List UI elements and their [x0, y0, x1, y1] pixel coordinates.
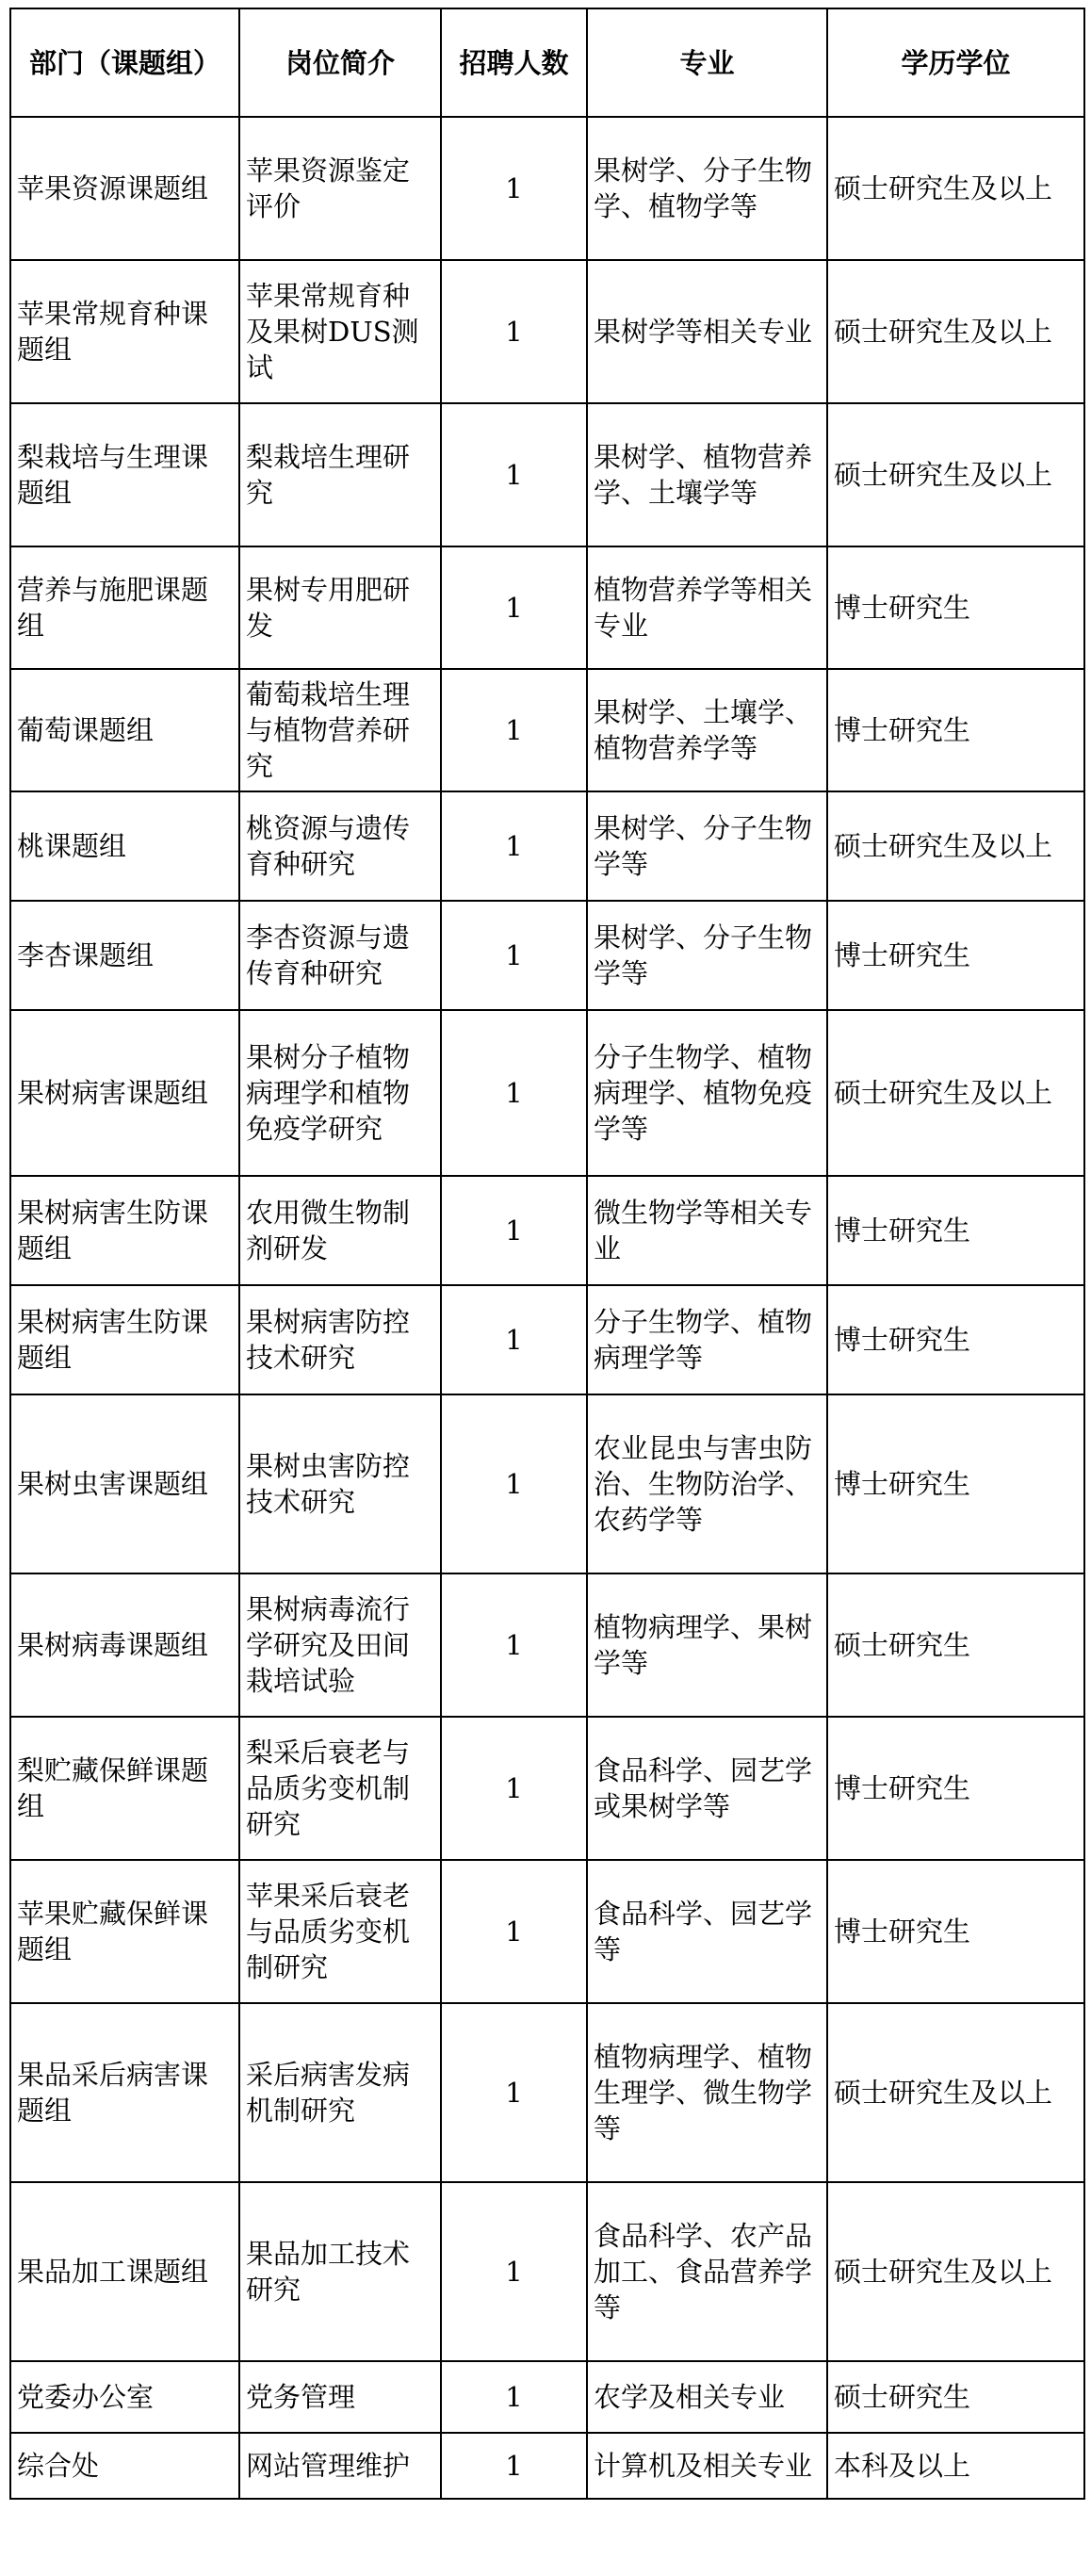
hiring-count-cell: 1	[441, 1176, 587, 1285]
degree-cell: 博士研究生	[827, 1285, 1084, 1394]
department-cell: 果树病害生防课题组	[10, 1176, 239, 1285]
department-cell: 营养与施肥课题组	[10, 546, 239, 669]
position-description-cell: 党务管理	[239, 2361, 441, 2433]
department-cell: 苹果贮藏保鲜课题组	[10, 1860, 239, 2003]
position-description-cell: 果树病害防控技术研究	[239, 1285, 441, 1394]
department-cell: 党委办公室	[10, 2361, 239, 2433]
table-row	[10, 1285, 1084, 1394]
hiring-count-cell: 1	[441, 117, 587, 260]
table-row	[10, 403, 1084, 546]
table-row	[10, 901, 1084, 1010]
hiring-count-cell: 1	[441, 403, 587, 546]
table-row	[10, 1176, 1084, 1285]
degree-cell: 博士研究生	[827, 901, 1084, 1010]
department-cell: 李杏课题组	[10, 901, 239, 1010]
hiring-count-cell: 1	[441, 2003, 587, 2182]
position-description-cell: 网站管理维护	[239, 2433, 441, 2499]
position-description-cell: 梨采后衰老与品质劣变机制研究	[239, 1717, 441, 1860]
table-row	[10, 260, 1084, 403]
major-cell: 植物营养学等相关专业	[587, 546, 827, 669]
major-cell: 农业昆虫与害虫防治、生物防治学、农药学等	[587, 1394, 827, 1573]
table-row	[10, 1010, 1084, 1176]
header-degree: 学历学位	[827, 8, 1084, 117]
department-cell: 梨栽培与生理课题组	[10, 403, 239, 546]
department-cell: 果树病害生防课题组	[10, 1285, 239, 1394]
degree-cell: 硕士研究生及以上	[827, 1010, 1084, 1176]
degree-cell: 博士研究生	[827, 1394, 1084, 1573]
major-cell: 果树学、土壤学、植物营养学等	[587, 669, 827, 791]
major-cell: 分子生物学、植物病理学等	[587, 1285, 827, 1394]
header-hiring-count: 招聘人数	[441, 8, 587, 117]
degree-cell: 硕士研究生及以上	[827, 117, 1084, 260]
table-row	[10, 791, 1084, 901]
degree-cell: 硕士研究生及以上	[827, 791, 1084, 901]
major-cell: 果树学、分子生物学等	[587, 791, 827, 901]
hiring-count-cell: 1	[441, 546, 587, 669]
position-description-cell: 农用微生物制剂研发	[239, 1176, 441, 1285]
position-description-cell: 葡萄栽培生理与植物营养研究	[239, 669, 441, 791]
department-cell: 苹果常规育种课题组	[10, 260, 239, 403]
degree-cell: 硕士研究生	[827, 1573, 1084, 1717]
department-cell: 苹果资源课题组	[10, 117, 239, 260]
table-row	[10, 1717, 1084, 1860]
major-cell: 分子生物学、植物病理学、植物免疫学等	[587, 1010, 827, 1176]
table-row	[10, 1394, 1084, 1573]
degree-cell: 硕士研究生及以上	[827, 2003, 1084, 2182]
recruitment-table-container	[9, 8, 1083, 2500]
hiring-count-cell: 1	[441, 1573, 587, 1717]
hiring-count-cell: 1	[441, 2182, 587, 2361]
hiring-count-cell: 1	[441, 2361, 587, 2433]
major-cell: 果树学、分子生物学等	[587, 901, 827, 1010]
table-row	[10, 546, 1084, 669]
department-cell: 果品加工课题组	[10, 2182, 239, 2361]
department-cell: 桃课题组	[10, 791, 239, 901]
position-description-cell: 李杏资源与遗传育种研究	[239, 901, 441, 1010]
major-cell: 植物病理学、果树学等	[587, 1573, 827, 1717]
table-row	[10, 2361, 1084, 2433]
position-description-cell: 果树专用肥研发	[239, 546, 441, 669]
department-cell: 果品采后病害课题组	[10, 2003, 239, 2182]
position-description-cell: 苹果采后衰老与品质劣变机制研究	[239, 1860, 441, 2003]
hiring-count-cell: 1	[441, 1717, 587, 1860]
position-description-cell: 梨栽培生理研究	[239, 403, 441, 546]
table-row	[10, 2182, 1084, 2361]
hiring-count-cell: 1	[441, 1860, 587, 2003]
table-row	[10, 117, 1084, 260]
major-cell: 微生物学等相关专业	[587, 1176, 827, 1285]
table-row	[10, 669, 1084, 791]
hiring-count-cell: 1	[441, 1394, 587, 1573]
major-cell: 食品科学、园艺学等	[587, 1860, 827, 2003]
degree-cell: 博士研究生	[827, 1860, 1084, 2003]
major-cell: 食品科学、农产品加工、食品营养学等	[587, 2182, 827, 2361]
hiring-count-cell: 1	[441, 1010, 587, 1176]
major-cell: 食品科学、园艺学或果树学等	[587, 1717, 827, 1860]
header-department: 部门（课题组）	[10, 8, 239, 117]
position-description-cell: 桃资源与遗传育种研究	[239, 791, 441, 901]
degree-cell: 硕士研究生及以上	[827, 260, 1084, 403]
degree-cell: 博士研究生	[827, 669, 1084, 791]
hiring-count-cell: 1	[441, 260, 587, 403]
hiring-count-cell: 1	[441, 669, 587, 791]
table-row	[10, 2003, 1084, 2182]
position-description-cell: 果树分子植物病理学和植物免疫学研究	[239, 1010, 441, 1176]
position-description-cell: 果树病毒流行学研究及田间栽培试验	[239, 1573, 441, 1717]
degree-cell: 硕士研究生及以上	[827, 2182, 1084, 2361]
table-row	[10, 2433, 1084, 2499]
position-description-cell: 采后病害发病机制研究	[239, 2003, 441, 2182]
hiring-count-cell: 1	[441, 2433, 587, 2499]
degree-cell: 硕士研究生及以上	[827, 403, 1084, 546]
major-cell: 果树学、分子生物学、植物学等	[587, 117, 827, 260]
major-cell: 果树学、植物营养学、土壤学等	[587, 403, 827, 546]
degree-cell: 博士研究生	[827, 1176, 1084, 1285]
position-description-cell: 苹果常规育种及果树DUS测试	[239, 260, 441, 403]
department-cell: 果树病害课题组	[10, 1010, 239, 1176]
header-major: 专业	[587, 8, 827, 117]
recruitment-table	[9, 8, 1085, 2500]
department-cell: 果树病毒课题组	[10, 1573, 239, 1717]
degree-cell: 本科及以上	[827, 2433, 1084, 2499]
table-row	[10, 1573, 1084, 1717]
degree-cell: 博士研究生	[827, 546, 1084, 669]
department-cell: 综合处	[10, 2433, 239, 2499]
hiring-count-cell: 1	[441, 1285, 587, 1394]
table-row	[10, 1860, 1084, 2003]
position-description-cell: 果品加工技术研究	[239, 2182, 441, 2361]
degree-cell: 博士研究生	[827, 1717, 1084, 1860]
major-cell: 农学及相关专业	[587, 2361, 827, 2433]
header-position-description: 岗位简介	[239, 8, 441, 117]
hiring-count-cell: 1	[441, 901, 587, 1010]
degree-cell: 硕士研究生	[827, 2361, 1084, 2433]
position-description-cell: 苹果资源鉴定评价	[239, 117, 441, 260]
major-cell: 计算机及相关专业	[587, 2433, 827, 2499]
table-header-row	[10, 8, 1084, 117]
position-description-cell: 果树虫害防控技术研究	[239, 1394, 441, 1573]
hiring-count-cell: 1	[441, 791, 587, 901]
table-body	[10, 117, 1084, 2499]
major-cell: 植物病理学、植物生理学、微生物学等	[587, 2003, 827, 2182]
department-cell: 梨贮藏保鲜课题组	[10, 1717, 239, 1860]
major-cell: 果树学等相关专业	[587, 260, 827, 403]
department-cell: 果树虫害课题组	[10, 1394, 239, 1573]
department-cell: 葡萄课题组	[10, 669, 239, 791]
